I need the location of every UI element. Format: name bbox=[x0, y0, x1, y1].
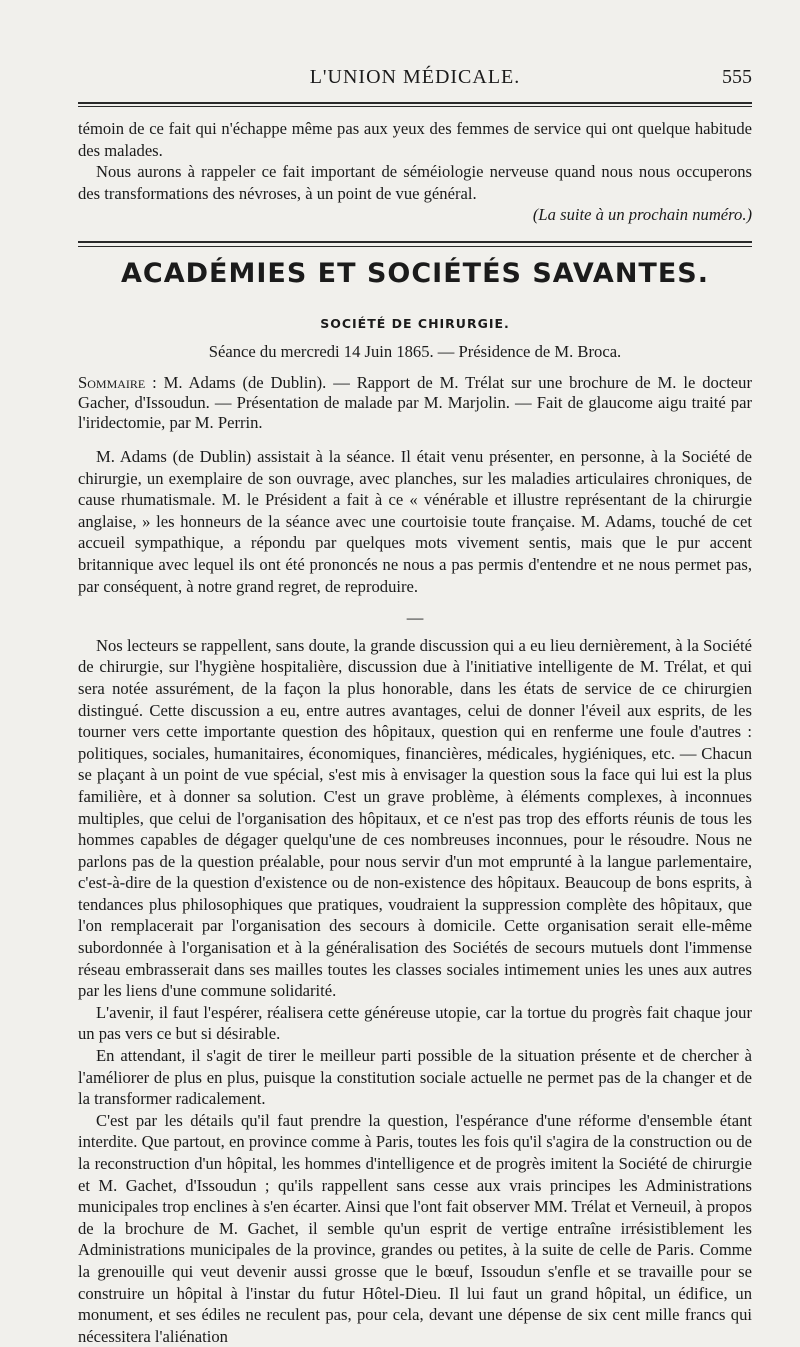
section-separator: — bbox=[406, 608, 424, 628]
body-paragraph-3: L'avenir, il faut l'espérer, réalisera cette généreuse utopie, car la tortue du progrès fait chaque jour un pas vers ce but si désirable. bbox=[78, 1002, 752, 1044]
article-body bbox=[78, 446, 752, 1347]
summary-text: : M. Adams (de Dublin). — Rapport de M. Trélat sur une brochure de M. le docteur Gacher, d'Issoudun. — Présentation de malade par M. Marjolin. — Fait de glaucome aigu traité par l'iridectomie, par M. Perrin. bbox=[78, 373, 752, 432]
header-rule-thin bbox=[78, 106, 752, 107]
body-paragraph-1: M. Adams (de Dublin) assistait à la séance. Il était venu présenter, en personne, à la Société de chirurgie, un exemplaire de son ouvrage, avec planches, sur les maladies articulaires chroniques, de cause rhumatismale. M. le Président a fait à ce « vénérable et illustre représentant de la chirurgie anglaise, » les honneurs de la séance avec une courtoisie toute française. M. Adams, touché de cet accueil sympathique, a répondu par quelques mots vivement sentis, mais que le pur accent britannique avec lequel ils ont été prononcés ne nous a pas permis d'entendre et ne nous permet pas, par conséquent, à notre grand regret, de reproduire. bbox=[78, 447, 752, 596]
body-paragraph-2: Nos lecteurs se rappellent, sans doute, la grande discussion qui a eu lieu dernièrement, à la Société de chirurgie, sur l'hygiène hospitalière, discussion due à l'initiative intelligente de M. Trélat, et qui sera notée assurément, de la façon la plus honorable, dans les états de service de ce chirurgien distingué. Cette discussion a eu, entre autres avantages, celui de donner l'éveil aux esprits, de les tourner vers cette importante question des hôpitaux, question qui en renferme une foule d'autres : politiques, sociales, humanitaires, économiques, financières, médicales, hygiéniques, etc. — Chacun se plaçant à un point de vue spécial, s'est mis à envisager la question sous la face qui lui est la plus familière, et à donner sa solution. C'est un grave problème, à éléments complexes, à inconnues multiples, que celui de l'organisation des hôpitaux, et ce n'est pas trop des efforts réunis de tous les hommes capables de dégager quelqu'une de ces nombreuses inconnues, pour le résoudre. Nous ne parlons pas de la question préalable, pour nous servir d'un mot emprunté à la langue parlementaire, c'est-à-dire de la question d'existence ou de non-existence des hôpitaux. Beaucoup de bons esprits, à tendances plus philosophiques que pratiques, voudraient la suppression complète des hôpitaux, que l'on remplacerait par l'organisation des secours à domicile. Cette organisation serait elle-même subordonnée à l'organisation et à la généralisation des Sociétés de secours mutuels dont l'immense réseau embrasserait dans ses mailles toutes les classes sociales intimement unies les unes aux autres par les liens d'une commune solidarité. bbox=[78, 635, 752, 1001]
intro-paragraph-1: témoin de ce fait qui n'échappe même pas aux yeux des femmes de service qui ont quelque habitude des malades. bbox=[78, 119, 752, 160]
intro-paragraph-2: Nous aurons à rappeler ce fait important de séméiologie nerveuse quand nous nous occuperons des transformations des névroses, à un point de vue général. bbox=[78, 162, 752, 203]
intro-block bbox=[78, 118, 752, 226]
page-header bbox=[78, 66, 752, 96]
section-rule-thin bbox=[78, 246, 752, 247]
summary-block bbox=[78, 373, 752, 433]
section-title: ACADÉMIES ET SOCIÉTÉS SAVANTES. bbox=[121, 258, 709, 289]
continuation-note: (La suite à un prochain numéro.) bbox=[532, 205, 752, 225]
section-rule bbox=[78, 241, 752, 243]
summary-label: Sommaire bbox=[78, 373, 146, 392]
running-title: L'UNION MÉDICALE. bbox=[309, 66, 521, 88]
page-number: 555 bbox=[722, 66, 752, 88]
header-rule bbox=[78, 102, 752, 104]
body-paragraph-4: En attendant, il s'agit de tirer le meilleur parti possible de la situation présente et de chercher à l'améliorer de plus en plus, puisque la constitution sociale actuelle ne permet pas de la changer et de la transformer radicalement. bbox=[78, 1046, 752, 1109]
seance-line: Séance du mercredi 14 Juin 1865. — Présidence de M. Broca. bbox=[208, 342, 622, 361]
society-title: SOCIÉTÉ DE CHIRURGIE. bbox=[320, 316, 510, 331]
body-paragraph-5: C'est par les détails qu'il faut prendre la question, l'espérance d'une réforme d'ensemble étant interdite. Que partout, en province comme à Paris, toutes les fois qu'il s'agira de la construction ou de la reconstruction d'un hôpital, les hommes d'intelligence et de progrès imitent la Société de chirurgie et M. Gachet, d'Issoudun ; qu'ils rappellent sans cesse aux vrais principes les Administrations municipales trop enclines à s'en écarter. Ainsi que l'ont fait observer MM. Trélat et Verneuil, à propos de la brochure de M. Gachet, il semble qu'un esprit de vertige entraîne irrésistiblement les Administrations municipales de la province, grandes ou petites, à la suite de celle de Paris. Comme la grenouille qui veut devenir aussi grosse que le bœuf, Issoudun s'enfle et se travaille pour se construire un hôpital à l'instar du futur Hôtel-Dieu. Il lui faut un grand hôpital, un édifice, un monument, et ses édiles ne reculent pas, pour cela, devant une dépense de six cent mille francs qui nécessitera l'aliénation bbox=[78, 1110, 752, 1346]
